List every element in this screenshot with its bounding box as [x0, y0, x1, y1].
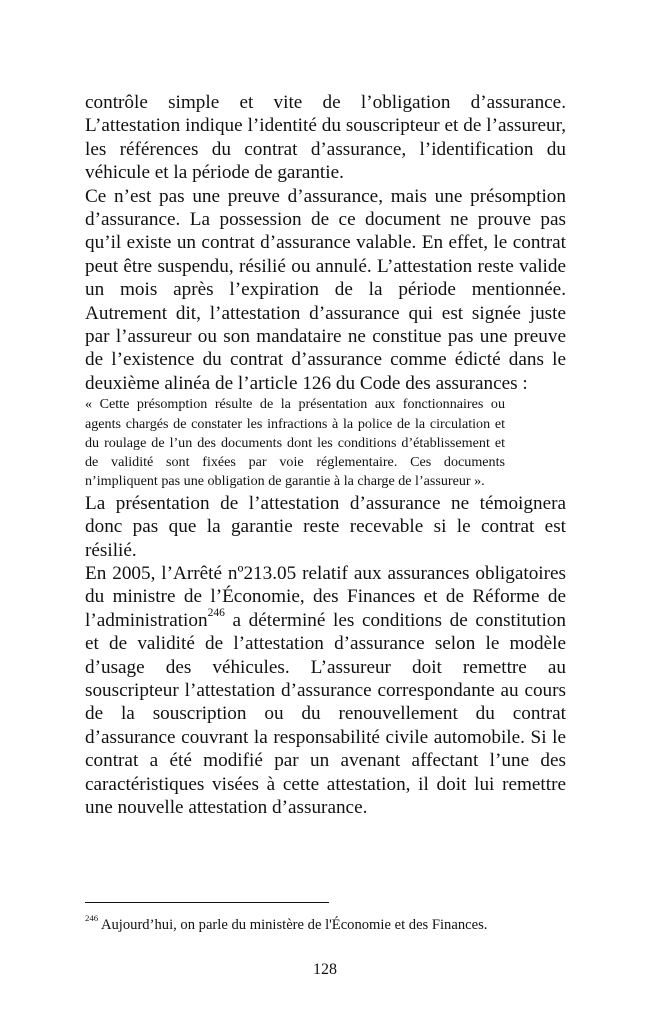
paragraph-4-end: a déterminé les conditions de constitution et de validité de l’attestation d’assurance selon le modèle d’usage des véhicules. L’assureur doit remettre au souscripteur l’attestation d’assurance correspondante au cours de la souscription ou du renouvellement du contrat d’assurance couvrant la responsabilité civile automobile. Si le contrat a été modifié par un avenant affectant l’une des caractéristiques visées à cette attestation, il doit lui remettre une nouvelle attestation d’assurance. — [85, 609, 566, 819]
paragraph-4-start: En 2005, l’Arrêté nº213.05 relatif aux assurances obligatoires du ministre de l’Économie, des Finances et de Réforme de l’administration — [85, 562, 566, 631]
footnote-number: 246 — [85, 913, 99, 924]
footnote-text: Aujourd’hui, on parle du ministère de l'Économie et des Finances. — [98, 917, 488, 933]
footnote-separator — [85, 902, 329, 903]
paragraph-3: La présentation de l’attestation d’assurance ne témoignera donc pas que la garantie reste recevable si le contrat est résilié. — [85, 492, 566, 561]
block-quote: « Cette présomption résulte de la présentation aux fonctionnaires ou agents chargés de constater les infractions à la police de la circulation et du roulage de l’un des documents dont les conditions d’établissement et de validité sont fixées par voie réglementaire. Ces documents n’impliquent pas une obligation de garantie à la charge de l’assureur ». — [85, 396, 505, 490]
footnote — [85, 915, 566, 935]
paragraph-1: contrôle simple et vite de l’obligation d’assurance. L’attestation indique l’identité du souscripteur et de l’assureur, les références du contrat d’assurance, l’identification du véhicule et la période de garantie. — [85, 92, 566, 184]
footnote-reference: 246 — [207, 607, 225, 620]
paragraph-4 — [85, 562, 566, 819]
body-text — [85, 91, 566, 819]
page-number: 128 — [313, 961, 337, 978]
paragraph-2: Ce n’est pas une preuve d’assurance, mais une présomption d’assurance. La possession de ce document ne prouve pas qu’il existe un contrat d’assurance valable. En effet, le contrat peut être suspendu, résilié ou annulé. L’attestation reste valide un mois après l’expiration de la période mentionnée. Autrement dit, l’attestation d’assurance qui est signée juste par l’assureur ou son mandataire ne constitue pas une preuve de l’existence du contrat d’assurance comme édicté dans le deuxième alinéa de l’article 126 du Code des assurances : — [85, 185, 566, 394]
